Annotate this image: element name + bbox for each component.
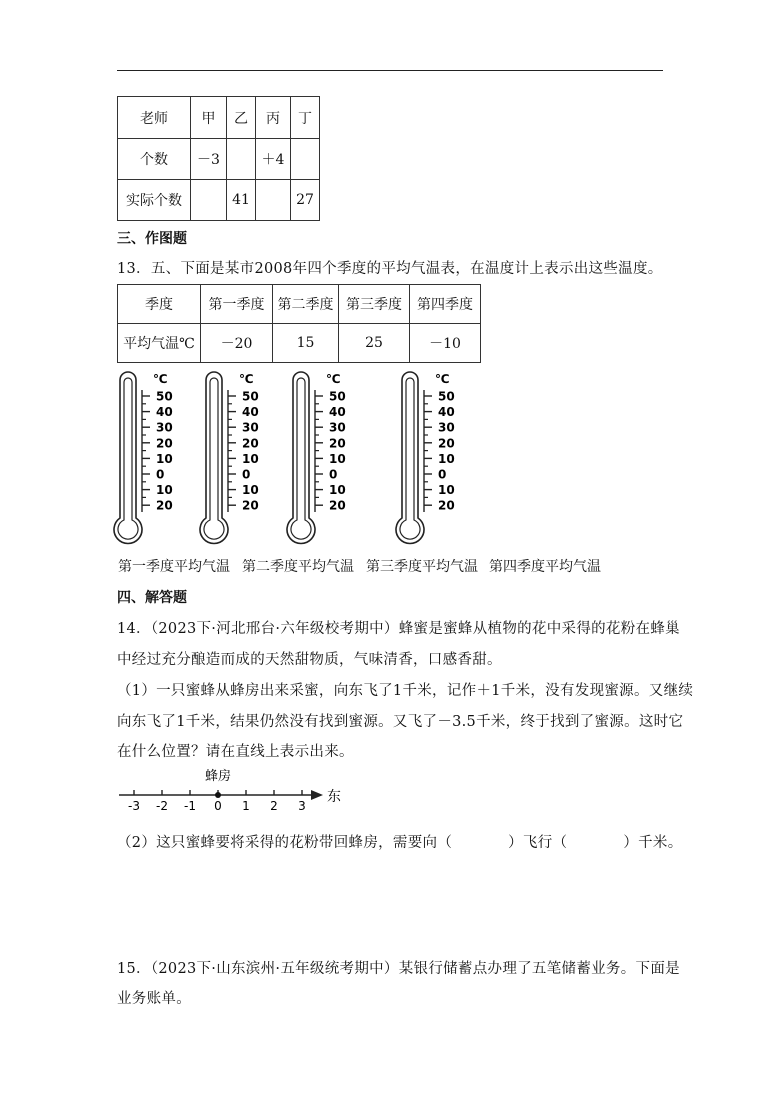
thermometer-tick-label: 40 — [242, 405, 259, 420]
table-cell — [191, 180, 227, 221]
thermometer-tick-label: 10 — [329, 451, 346, 466]
question-15-line: 15．（2023下·山东滨州·五年级统考期中）某银行储蓄点办理了五笔储蓄业务。下面是 — [117, 961, 680, 977]
table-cell: 第一季度 — [201, 285, 273, 324]
number-line-tick-label: 0 — [214, 799, 222, 813]
number-line-tick-label: 3 — [298, 799, 306, 813]
thermometer-tick-label: 40 — [438, 405, 455, 420]
thermometer-tick-label: 50 — [156, 389, 173, 404]
thermometer-tick-label: 10 — [438, 483, 455, 498]
origin-dot — [215, 792, 221, 798]
thermometer-group — [110, 368, 530, 548]
table-cell: 27 — [291, 180, 320, 221]
thermometer-unit: ℃ — [326, 372, 341, 386]
thermometer-tick-label: 40 — [156, 405, 173, 420]
table-row — [118, 97, 320, 139]
thermometer-tick-label: 0 — [242, 467, 251, 482]
thermometer-tick-label: 20 — [242, 436, 259, 451]
table-cell: －10 — [410, 324, 481, 363]
table-row — [118, 180, 320, 221]
thermometer-outline — [200, 372, 228, 543]
number-line — [115, 768, 355, 818]
thermometer-tick-label: 0 — [438, 467, 447, 482]
thermometer-unit: ℃ — [239, 372, 254, 386]
table-cell: 甲 — [191, 97, 227, 139]
thermometer-icon — [392, 368, 472, 548]
thermometer-tick-label: 20 — [156, 498, 173, 513]
thermometer-tick-label: 30 — [156, 420, 173, 435]
part2-text: ）千米。 — [623, 835, 683, 851]
part2-text: （2）这只蜜蜂要将采得的花粉带回蜂房，需要向（ — [117, 835, 453, 851]
table-cell — [291, 139, 320, 180]
thermometer-icon — [110, 368, 190, 548]
question-14-line: 中经过充分酿造而成的天然甜物质，气味清香，口感香甜。 — [117, 652, 502, 668]
thermometer-tick-label: 20 — [329, 436, 346, 451]
question-13-text: 13．五、下面是某市2008年四个季度的平均气温表，在温度计上表示出这些温度。 — [117, 261, 663, 277]
thermometer-label: 第三季度平均气温 — [366, 559, 478, 575]
thermometer-tick-label: 10 — [156, 483, 173, 498]
table-cell: 第三季度 — [339, 285, 410, 324]
thermometer-tick-label: 50 — [329, 389, 346, 404]
number-line-svg — [115, 768, 355, 818]
table-cell: 个数 — [118, 139, 191, 180]
table-row — [118, 324, 481, 363]
number-line-origin-label: 蜂房 — [204, 769, 232, 784]
table-cell — [256, 180, 291, 221]
arrow-right-icon — [311, 790, 323, 800]
table-row — [118, 139, 320, 180]
temperature-table — [117, 284, 481, 363]
thermometer-label: 第四季度平均气温 — [489, 559, 601, 575]
thermometer-tick-label: 10 — [156, 451, 173, 466]
thermometer-tick-label: 20 — [438, 436, 455, 451]
thermometer-unit: ℃ — [435, 372, 450, 386]
table-cell: 第四季度 — [410, 285, 481, 324]
table-cell: 乙 — [227, 97, 256, 139]
section-title: 三、作图题 — [117, 231, 187, 247]
table-cell: 25 — [339, 324, 410, 363]
question-14-part2 — [117, 831, 683, 852]
number-line-direction-label: 东 — [327, 789, 341, 805]
thermometer-bore — [291, 378, 311, 539]
table-cell: 丁 — [291, 97, 320, 139]
thermometer-tick-label: 10 — [438, 451, 455, 466]
thermometer-tick-label: 20 — [242, 498, 259, 513]
thermometer-icon — [196, 368, 276, 548]
table-cell — [227, 139, 256, 180]
number-line-tick-label: -2 — [156, 799, 168, 813]
thermometer-unit: ℃ — [153, 372, 168, 386]
number-line-tick-label: -1 — [184, 799, 196, 813]
thermometer-tick-label: 30 — [438, 420, 455, 435]
table-cell: 老师 — [118, 97, 191, 139]
thermometer-tick-label: 10 — [242, 483, 259, 498]
thermometer-tick-label: 10 — [329, 483, 346, 498]
thermometer-bore — [118, 378, 138, 539]
question-14-part1: 在什么位置？请在直线上表示出来。 — [117, 744, 354, 760]
thermometer-label: 第二季度平均气温 — [242, 559, 354, 575]
thermometer-tick-label: 0 — [156, 467, 165, 482]
thermometer-tick-label: 10 — [242, 451, 259, 466]
thermometer-tick-label: 30 — [242, 420, 259, 435]
thermometer-outline — [287, 372, 315, 543]
table-cell: 第二季度 — [273, 285, 339, 324]
question-14-part1: 向东飞了1千米，结果仍然没有找到蜜源。又飞了－3.5千米，终于找到了蜜源。这时它 — [117, 714, 684, 730]
thermometer-tick-label: 0 — [329, 467, 338, 482]
thermometer-tick-label: 50 — [438, 389, 455, 404]
thermometer-tick-label: 30 — [329, 420, 346, 435]
question-14-part1: （1）一只蜜蜂从蜂房出来采蜜，向东飞了1千米，记作＋1千米，没有发现蜜源。又继续 — [117, 683, 694, 699]
thermometer-label: 第一季度平均气温 — [118, 559, 230, 575]
table-cell: 丙 — [256, 97, 291, 139]
thermometer-tick-label: 40 — [329, 405, 346, 420]
table-cell: －3 — [191, 139, 227, 180]
thermometer-tick-label: 50 — [242, 389, 259, 404]
thermometer-icon — [283, 368, 363, 548]
thermometer-tick-label: 20 — [329, 498, 346, 513]
thermometer-bore — [400, 378, 420, 539]
table-cell: －20 — [201, 324, 273, 363]
question-15-line: 业务账单。 — [117, 991, 191, 1007]
number-line-tick-label: -3 — [128, 799, 140, 813]
question-14-line: 14．（2023下·河北邢台·六年级校考期中）蜂蜜是蜜蜂从植物的花中采得的花粉在蜂巢 — [117, 621, 680, 637]
table-row — [118, 285, 481, 324]
number-line-tick-label: 1 — [242, 799, 250, 813]
number-line-tick-label: 2 — [270, 799, 278, 813]
table-cell: 平均气温℃ — [118, 324, 201, 363]
thermometer-tick-label: 20 — [438, 498, 455, 513]
part2-text: ）飞行（ — [508, 835, 568, 851]
section-title: 四、解答题 — [117, 590, 187, 606]
table-cell: 15 — [273, 324, 339, 363]
thermometer-tick-label: 20 — [156, 436, 173, 451]
thermometer-outline — [396, 372, 424, 543]
thermometer-outline — [114, 372, 142, 543]
header-rule — [117, 70, 663, 71]
teacher-table — [117, 96, 320, 221]
table-cell: 季度 — [118, 285, 201, 324]
table-cell: ＋4 — [256, 139, 291, 180]
thermometer-bore — [204, 378, 224, 539]
table-cell: 实际个数 — [118, 180, 191, 221]
table-cell: 41 — [227, 180, 256, 221]
